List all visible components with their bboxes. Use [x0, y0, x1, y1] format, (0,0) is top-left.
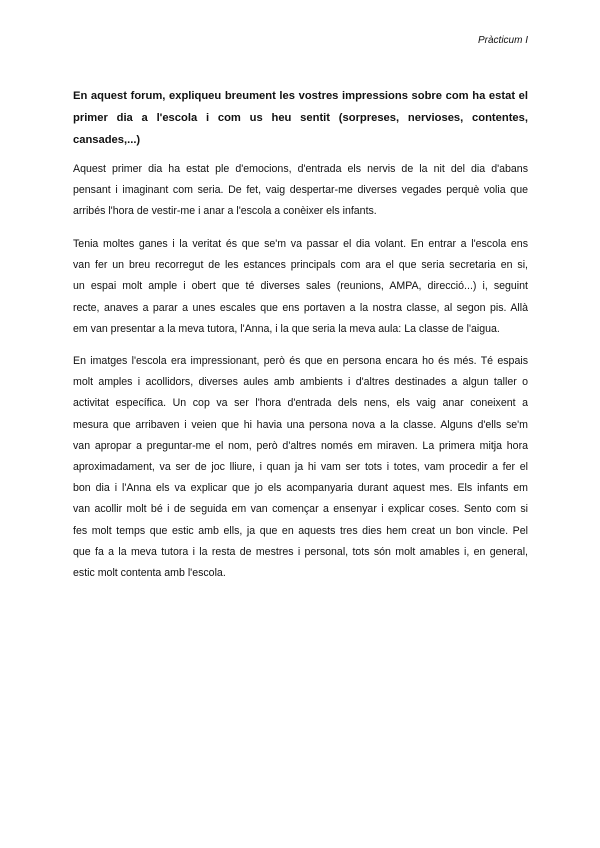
text-line: que fa a la meva tutora i la resta de mestres i personal, tots són molt amables i, en general,	[73, 545, 528, 558]
text-line: em van presentar a la meva tutora, l'Anna, i la que seria la meva aula: La classe de l'aigua.	[73, 322, 500, 335]
text-line: un espai molt ample i obert que té diverses sales (reunions, AMPA, direcció...) i, seguint	[73, 280, 528, 293]
text-line: molt amples i acollidors, diverses aules amb ambients i d'altres destinades a algun taller o	[73, 376, 528, 389]
paragraph-3	[73, 351, 528, 584]
text-line: En aquest forum, expliqueu breument les vostres impressions sobre com ha estat el	[73, 90, 528, 102]
text-line: van fer un breu recorregut de les estances principals com ara el que seria secretaria en si,	[73, 259, 528, 272]
text-line: Tenia moltes ganes i la veritat és que se'm va passar el dia volant. En entrar a l'escola ens	[73, 238, 528, 250]
text-line: estic molt contenta amb l'escola.	[73, 566, 226, 579]
text-line: pensant i imaginant com seria. De fet, vaig despertar-me diverses vegades perquè volia que	[73, 184, 528, 197]
page-header: Pràcticum I	[477, 35, 528, 46]
text-line: fes molt temps que estic amb ells, ja que en aquests tres dies hem creat un bon vincle. Pel	[73, 524, 528, 537]
text-line: cansades,...)	[73, 133, 141, 146]
forum-question	[73, 86, 528, 151]
paragraph-2	[73, 234, 528, 340]
text-line: bon dia i l'Anna els va explicar que jo els acompanyaria durant aquest mes. Els infants em	[73, 482, 528, 495]
text-line: Aquest primer dia ha estat ple d'emocions, d'entrada els nervis de la nit del dia d'abans	[73, 163, 528, 175]
paragraph-1	[73, 159, 528, 223]
text-line: recte, anaves a parar a unes escales que ens portaven a la nostra classe, al segon pis. Allà	[73, 301, 528, 314]
text-line: En imatges l'escola era impressionant, però és que en persona encara ho és més. Té espais	[73, 355, 528, 367]
text-line: aproximadament, va ser de joc lliure, i quan ja hi vam ser tots i totes, vam procedir a fer el	[73, 460, 528, 473]
text-line: primer dia a l'escola i com us heu sentit (sorpreses, nervioses, contentes,	[73, 111, 528, 124]
text-line: activitat específica. Un cop va ser l'hora d'entrada dels nens, els vaig anar coneixent a	[73, 397, 528, 410]
text-line: mesura que arribaven i veien que hi havia una persona nova a la classe. Alguns d'ells se'm	[73, 418, 528, 431]
text-line: van apropar a preguntar-me el nom, però d'altres només em miraven. La primera mitja hora	[73, 439, 528, 452]
text-line: van acollir molt bé i de seguida em van començar a ensenyar i explicar coses. Sento com si	[73, 503, 528, 516]
text-line: arribés l'hora de vestir-me i anar a l'escola a conèixer els infants.	[73, 205, 377, 218]
